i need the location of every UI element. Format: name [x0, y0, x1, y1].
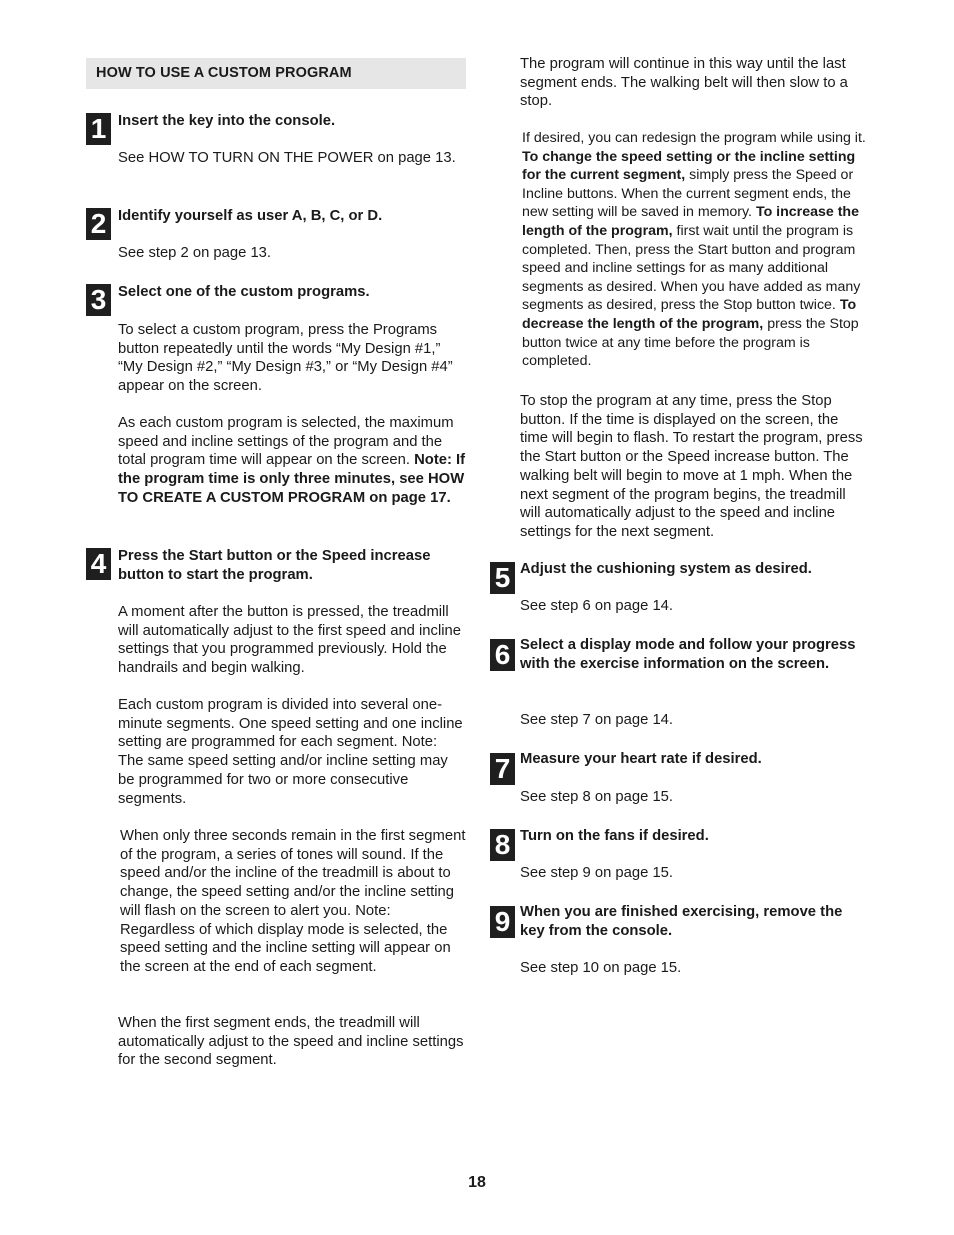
step-4-paragraph-1: A moment after the button is pressed, the treadmill will automatically adjust to the first speed and incline settings that you programmed previously. Hold the handrails and begin walking.: [118, 604, 461, 677]
step-1-text: See HOW TO TURN ON THE POWER on page 13.: [118, 150, 456, 166]
step-7-text: See step 8 on page 15.: [520, 789, 674, 805]
step-6-text: See step 7 on page 14.: [520, 712, 674, 728]
step-4-paragraph-2: Each custom program is divided into several one-minute segments. One speed setting and one incline setting are programmed for each segment. Note: The same speed setting and/or incline setting may be programmed for two or more consecutive segments.: [118, 697, 463, 807]
step-3-paragraph-2-text: As each custom program is selected, the maximum speed and incline settings of the program and the total program time will appear on the screen.: [118, 415, 454, 469]
step-2-heading: Identify yourself as user A, B, C, or D.: [118, 208, 383, 224]
step-4-paragraph-4: When the first segment ends, the treadmill will automatically adjust to the speed and incline settings for the second segment.: [118, 1015, 464, 1069]
step-5-heading: Adjust the cushioning system as desired.: [520, 561, 812, 577]
step-9-heading: When you are finished exercising, remove the key from the console.: [520, 904, 843, 939]
step-4-number: 4: [86, 548, 111, 580]
step-8-number: 8: [490, 829, 515, 861]
step-4-p6-a: If desired, you can redesign the program while using it.: [522, 130, 866, 146]
step-9-number: 9: [490, 906, 515, 938]
step-3-paragraph-1: To select a custom program, press the Programs button repeatedly until the words “My Design #1,” “My Design #2,” “My Design #3,” or “My Design #4” appear on the screen.: [118, 322, 453, 395]
step-3-number: 3: [86, 284, 111, 316]
step-4-paragraph-7: To stop the program at any time, press the Stop button. If the time is displayed on the screen, the time will begin to flash. To restart the program, press the Start button or the Speed increase button. The walking belt will begin to move at 1 mph. When the next segment of the program begins, the treadmill will automatically adjust to the speed and incline settings for the next segment.: [520, 393, 863, 540]
step-1-number: 1: [86, 113, 111, 145]
step-7-number: 7: [490, 753, 515, 785]
step-4-heading: Press the Start button or the Speed increase button to start the program.: [118, 548, 431, 583]
step-2-text: See step 2 on page 13.: [118, 245, 272, 261]
step-6-number: 6: [490, 639, 515, 671]
step-4-paragraph-3: When only three seconds remain in the first segment of the program, a series of tones will sound. If the speed and/or the incline of the treadmill is about to change, the speed setting and/or the incline setting will flash on the screen to alert you. Note: Regardless of which display mode is selected, the speed setting and the incline setting will appear on the screen at the end of each segment.: [120, 828, 466, 975]
step-4-paragraph-6: [522, 129, 870, 371]
step-9-text: See step 10 on page 15.: [520, 960, 682, 976]
step-6-heading: Select a display mode and follow your progress with the exercise information on the screen.: [520, 637, 856, 672]
step-3-paragraph-2: [118, 414, 466, 508]
step-4-p6-e: first wait until the program is completed. Then, press the Start button and program speed and incline settings for as many additional segments as desired. When you have added as many segments as desired, press the Stop button twice.: [522, 222, 861, 314]
step-2-number: 2: [86, 208, 111, 240]
step-4-p6-g: press the Stop button twice at any time before the program is completed.: [522, 315, 859, 370]
step-3-note: Note: If the program time is only three minutes, see HOW TO CREATE A CUSTOM PROGRAM on page 17.: [118, 452, 466, 506]
step-4-p6-d: To increase the length of the program,: [522, 204, 859, 239]
step-4-paragraph-5: The program will continue in this way until the last segment ends. The walking belt will then slow to a stop.: [520, 56, 848, 110]
step-5-number: 5: [490, 562, 515, 594]
step-4-p6-b: To change the speed setting or the incline setting for the current segment,: [522, 148, 856, 184]
step-7-heading: Measure your heart rate if desired.: [520, 751, 762, 767]
step-4-p6-c: simply press the Speed or Incline buttons. When the current segment ends, the new setting will be saved in memory.: [522, 167, 854, 221]
step-5-text: See step 6 on page 14.: [520, 598, 674, 614]
step-8-heading: Turn on the fans if desired.: [520, 828, 709, 844]
section-title: HOW TO USE A CUSTOM PROGRAM: [86, 58, 466, 89]
step-4-p6-f: To decrease the length of the program,: [522, 297, 857, 332]
step-8-text: See step 9 on page 15.: [520, 865, 674, 881]
step-3-heading: Select one of the custom programs.: [118, 284, 370, 300]
step-1-heading: Insert the key into the console.: [118, 113, 336, 129]
page-number: 18: [468, 1174, 486, 1191]
